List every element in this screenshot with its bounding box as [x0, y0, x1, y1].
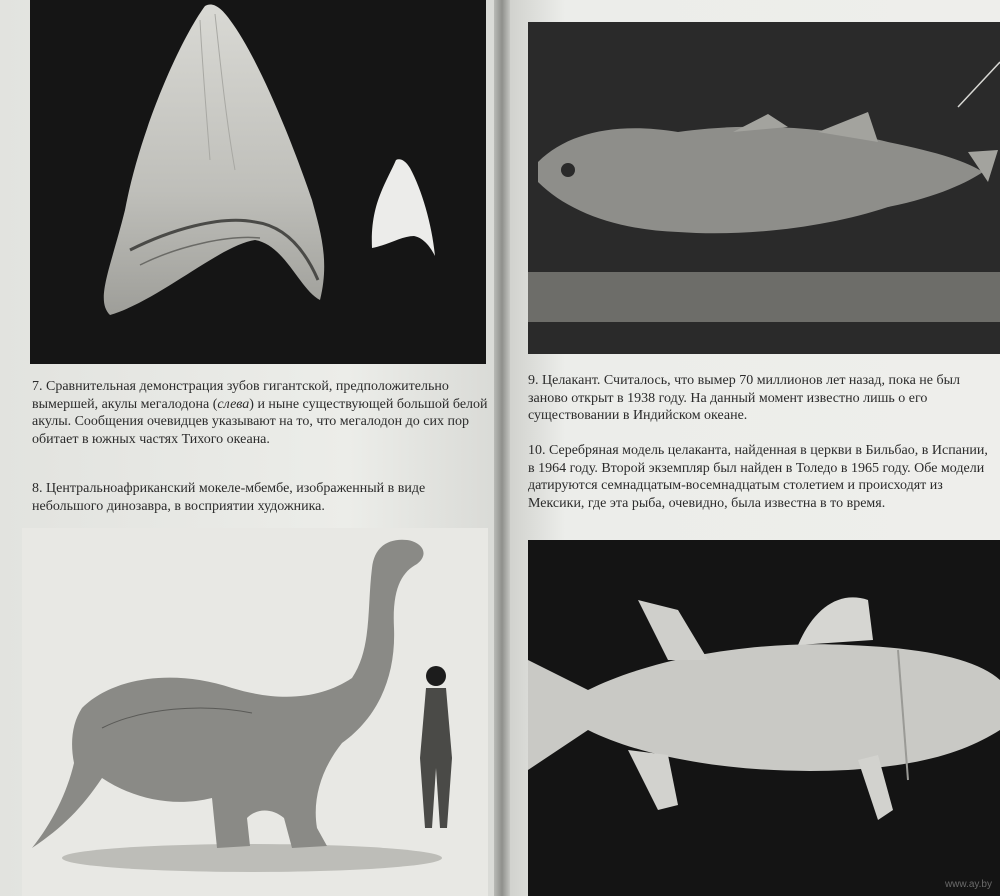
- great-white-tooth: [372, 159, 435, 256]
- caption-9-text: Целакант. Считалось, что вымер 70 миллионов лет назад, пока не был заново открыт в 1938 году. На данный момент известно лишь о его существовании в Индийском океане.: [528, 373, 961, 423]
- caption-10: [528, 442, 996, 512]
- caption-7: [32, 378, 494, 448]
- caption-9-number: 9.: [528, 373, 539, 388]
- caption-10-text: Серебряная модель целаканта, найденная в церкви в Бильбао, в Испании, в 1964 году. Второй экземпляр был найден в Толедо в 1965 году. Обе модели датируются семнадцатым-восемнадцатым столетием и происходят из Мексики, где эта рыба, очевидно, была известна в то время.: [528, 443, 988, 511]
- caption-7-text-before: Сравнительная демонстрация зубов гигантской, предположительно вымершей, акулы мегалодона (: [32, 379, 449, 412]
- silver-coelacanth-model: [528, 540, 1000, 896]
- human-figure: [420, 666, 452, 828]
- coelacanth-specimen: [528, 22, 1000, 354]
- silver-model-photo: [528, 540, 1000, 896]
- caption-10-number: 10.: [528, 443, 546, 458]
- watermark: www.ay.by: [944, 879, 992, 890]
- silver-fish-body: [528, 644, 1000, 771]
- mokele-mbembe-drawing: [22, 528, 488, 896]
- caption-8-text: Центральноафриканский мокеле-мбембе, изображенный в виде небольшого динозавра, в восприятии художника.: [32, 481, 426, 514]
- book-gutter: [494, 0, 510, 896]
- megalodon-tooth: [104, 5, 324, 315]
- dinosaur-figure: [32, 540, 424, 848]
- caption-7-text-after: ) и ныне существующей большой белой акулы. Сообщения очевидцев указывают на то, что мегалодон до сих пор обитает в южных частях Тихого океана.: [32, 396, 488, 447]
- coelacanth-body: [538, 127, 983, 233]
- caption-9: [528, 372, 996, 425]
- dinosaur-illustration: [22, 528, 488, 896]
- shark-teeth-photo: [30, 0, 486, 364]
- caption-8: [32, 480, 494, 515]
- shark-teeth-illustration: [30, 0, 486, 364]
- caption-8-number: 8.: [32, 481, 43, 496]
- coelacanth-photo: [528, 22, 1000, 354]
- caption-7-number: 7.: [32, 379, 43, 394]
- caption-7-emphasis: слева: [217, 396, 250, 412]
